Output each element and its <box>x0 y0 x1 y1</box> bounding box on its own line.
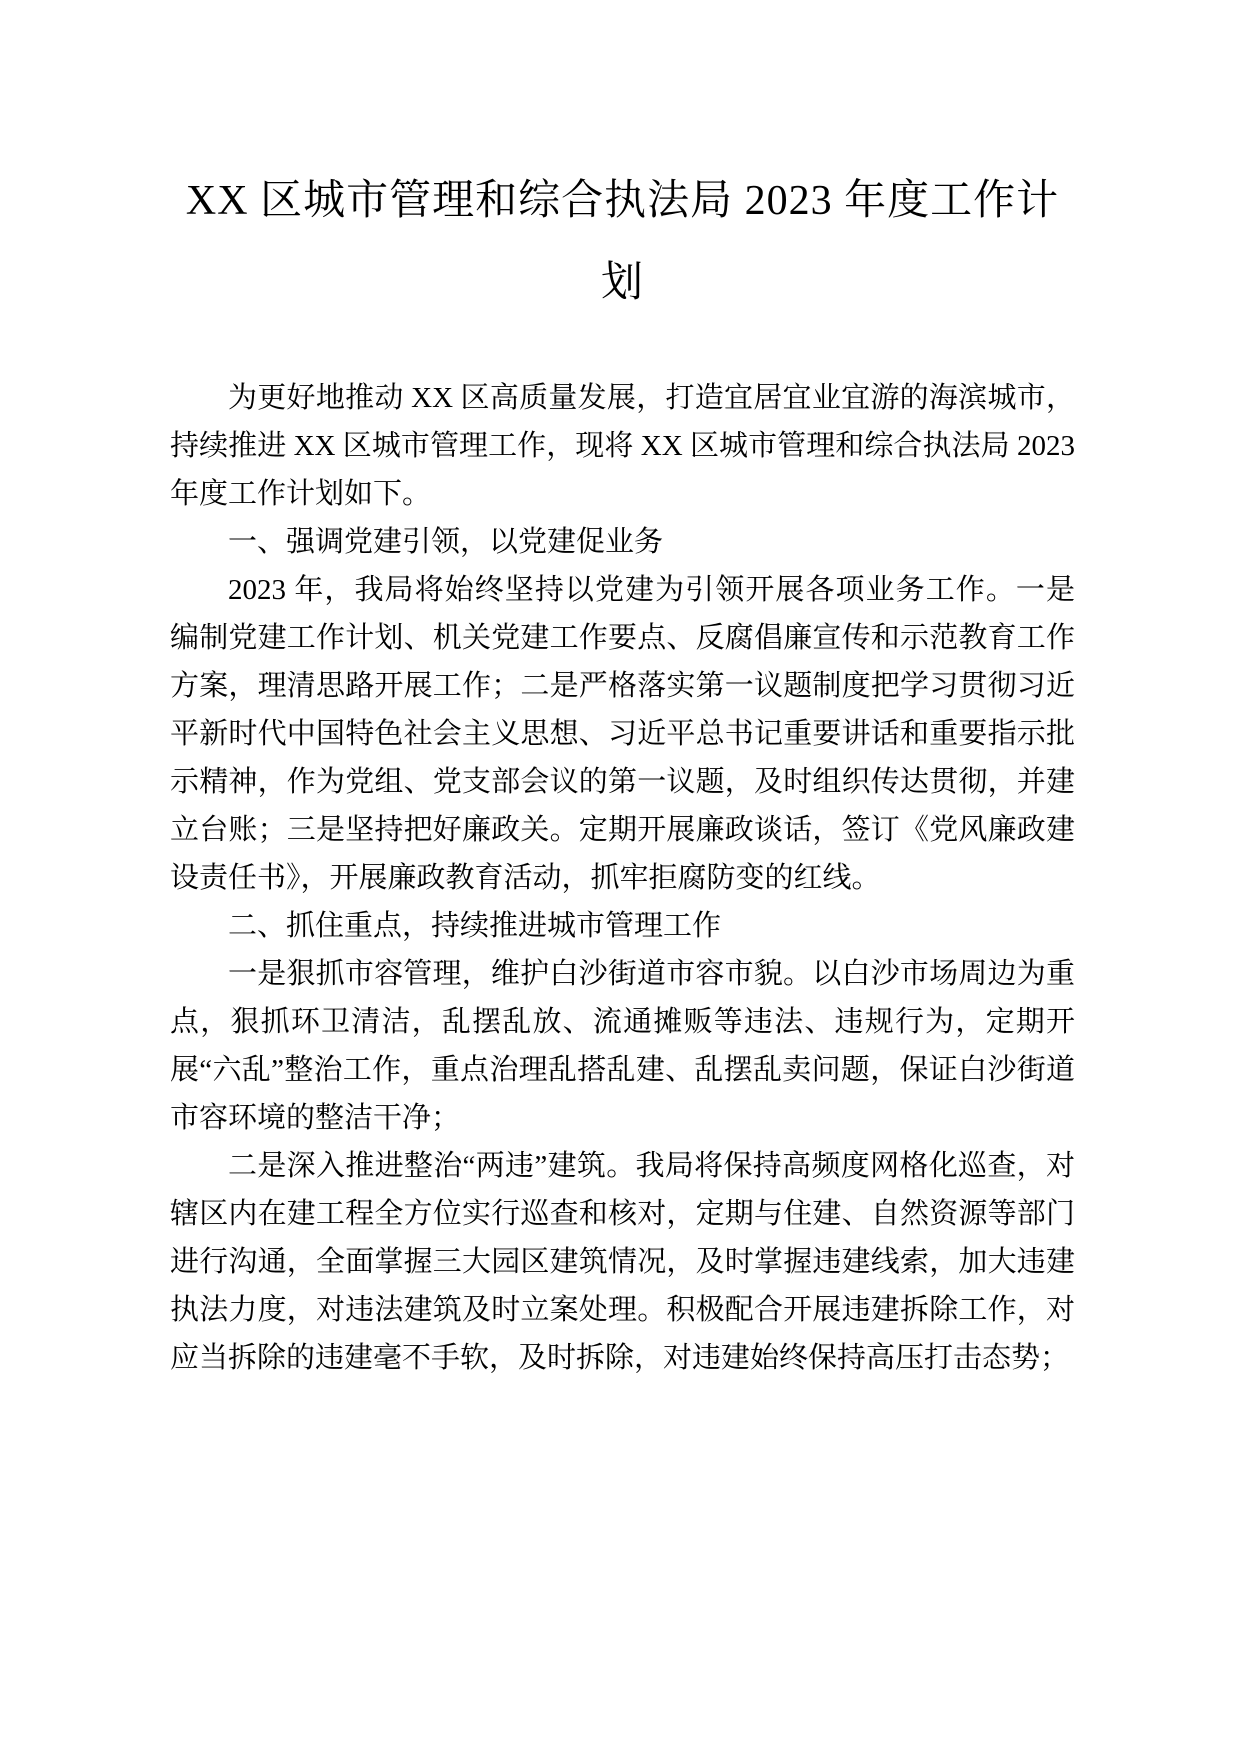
paragraph: 一是狠抓市容管理，维护白沙街道市容市貌。以白沙市场周边为重点，狠抓环卫清洁，乱摆乱放、流通摊贩等违法、违规行为，定期开展“六乱”整治工作，重点治理乱搭乱建、乱摆乱卖问题，保证白沙街道市容环境的整洁干净； <box>170 958 1075 1134</box>
section-heading: 一、强调党建引领，以党建促业务 <box>228 526 664 558</box>
document-title: XX 区城市管理和综合执法局 2023 年度工作计划 <box>185 178 1060 306</box>
paragraph: 二是深入推进整治“两违”建筑。我局将保持高频度网格化巡查，对辖区内在建工程全方位实行巡查和核对，定期与住建、自然资源等部门进行沟通，全面掌握三大园区建筑情况，及时掌握违建线索，加大违建执法力度，对违法建筑及时立案处理。积极配合开展违建拆除工作，对应当拆除的违建毫不手软，及时拆除，对违建始终保持高压打击态势； <box>170 1150 1075 1374</box>
paragraph: 2023 年，我局将始终坚持以党建为引领开展各项业务工作。一是编制党建工作计划、机关党建工作要点、反腐倡廉宣传和示范教育工作方案，理清思路开展工作；二是严格落实第一议题制度把学习贯彻习近平新时代中国特色社会主义思想、习近平总书记重要讲话和重要指示批示精神，作为党组、党支部会议的第一议题，及时组织传达贯彻，并建立台账；三是坚持把好廉政关。定期开展廉政谈话，签订《党风廉政建设责任书》，开展廉政教育活动，抓牢拒腐防变的红线。 <box>170 574 1075 894</box>
document-body <box>170 374 1075 1382</box>
section-heading: 二、抓住重点，持续推进城市管理工作 <box>228 910 722 942</box>
paragraph: 为更好地推动 XX 区高质量发展，打造宜居宜业宜游的海滨城市，持续推进 XX 区城市管理工作，现将 XX 区城市管理和综合执法局 2023 年度工作计划如下。 <box>170 382 1075 510</box>
